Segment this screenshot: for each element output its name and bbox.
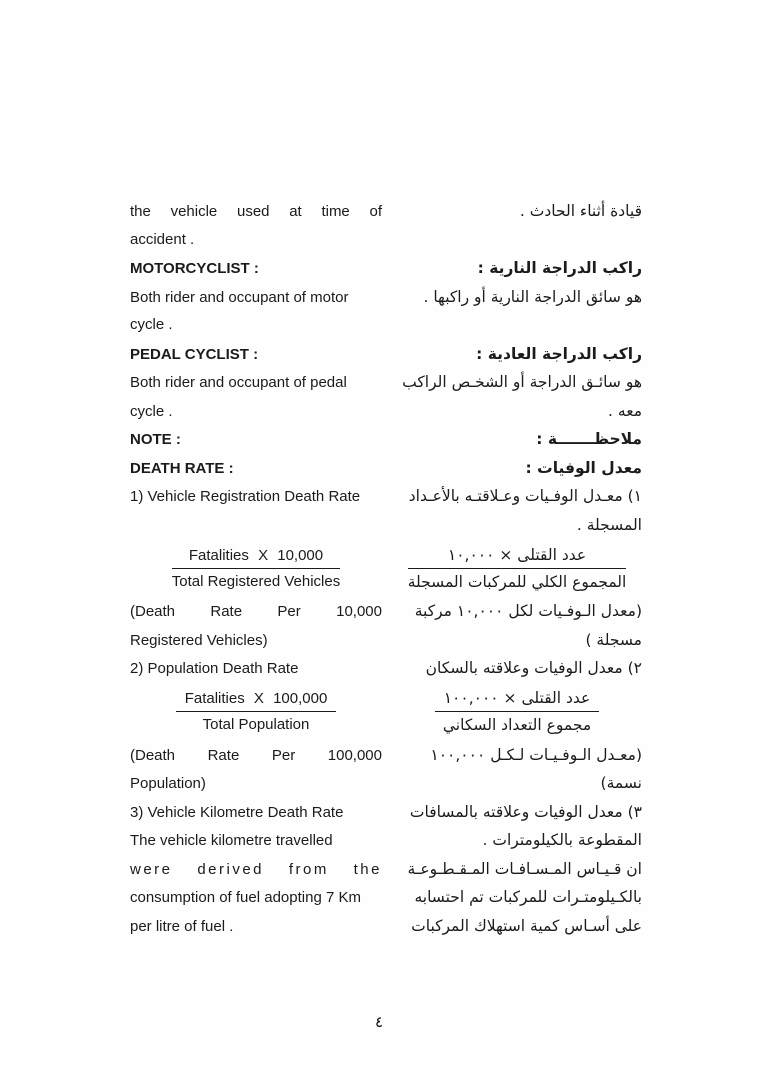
term-heading-row — [130, 340, 642, 369]
fraction-denominator: Total Registered Vehicles — [171, 572, 341, 590]
numbered-item-row — [130, 654, 642, 683]
numbered-item-row — [130, 482, 642, 511]
arabic-line: (معدل الـوفـيات لكل ١٠,٠٠٠ مركبة — [414, 602, 642, 620]
arabic-line: هو سائـق الدراجة أو الشخـص الراكب — [402, 373, 642, 391]
english-line: the vehicle used at time of — [130, 203, 382, 220]
page-number: ٤ — [374, 1013, 384, 1031]
arabic-term-heading: ملاحظـــــــة : — [536, 430, 642, 448]
text-row — [130, 368, 642, 397]
text-row — [130, 311, 642, 340]
fraction-numerator: عدد القتلى × ١٠,٠٠٠ — [408, 546, 627, 569]
fraction — [172, 547, 340, 590]
arabic-line: ١) معـدل الوفـيات وعـلاقتـه بالأعـداد — [408, 487, 642, 505]
english-line: The vehicle kilometre travelled — [130, 832, 333, 849]
fraction-denominator: Total Population — [202, 716, 310, 733]
fraction-denominator: مجموع التعداد السكاني — [442, 716, 592, 734]
arabic-line: معه . — [608, 401, 642, 420]
arabic-line: نسمة) — [600, 774, 642, 792]
arabic-line: هو سائق الدراجة النارية أو راكبها . — [423, 287, 642, 306]
text-row — [130, 883, 642, 912]
english-term-heading: NOTE : — [130, 431, 181, 448]
term-heading-row — [130, 254, 642, 283]
text-row — [130, 397, 642, 426]
text-row — [130, 912, 642, 941]
english-line: 2) Population Death Rate — [130, 660, 299, 677]
arabic-line: (معـدل الـوفـيـات لـكـل ١٠٠,٠٠٠ — [430, 745, 642, 764]
numbered-item-row — [130, 798, 642, 827]
english-term-heading: DEATH RATE : — [130, 459, 234, 477]
arabic-term-heading: راكب الدراجة النارية : — [477, 259, 642, 277]
english-line: accident . — [130, 230, 195, 248]
arabic-term-heading: معدل الوفيات : — [525, 458, 642, 477]
fraction — [408, 546, 627, 591]
english-line: Registered Vehicles) — [130, 631, 268, 649]
english-term-heading: PEDAL CYCLIST : — [130, 345, 259, 363]
english-line: Both rider and occupant of pedal — [130, 374, 347, 391]
english-line: were derived from the — [130, 860, 382, 878]
formula-row — [130, 683, 642, 741]
english-line: (Death Rate Per 100,000 — [130, 746, 382, 764]
arabic-line: ٢) معدل الوفيات وعلاقته بالسكان — [425, 659, 642, 677]
arabic-formula — [392, 683, 642, 741]
english-line: cycle . — [130, 402, 173, 420]
text-row — [130, 769, 642, 798]
fraction-numerator: عدد القتلى × ١٠٠,٠٠٠ — [435, 689, 600, 712]
fraction-numerator: Fatalities X 10,000 — [172, 547, 340, 569]
english-line: per litre of fuel . — [130, 917, 234, 935]
text-row — [130, 855, 642, 884]
arabic-line: ان قـيـاس المـسـافـات المـقـطـوعـة — [407, 859, 642, 878]
term-heading-row — [130, 454, 642, 483]
fraction-numerator: Fatalities X 100,000 — [176, 690, 337, 712]
term-heading-row — [130, 425, 642, 454]
fraction — [435, 689, 600, 734]
english-line: 1) Vehicle Registration Death Rate — [130, 488, 361, 505]
english-line: Population) — [130, 775, 206, 792]
text-row — [130, 597, 642, 626]
english-line: cycle . — [130, 316, 173, 333]
text-row — [130, 197, 642, 226]
text-row — [130, 626, 642, 655]
fraction-denominator: المجموع الكلي للمركبات المسجلة — [407, 572, 627, 591]
arabic-line: على أسـاس كمية استهلاك المركبات — [411, 916, 642, 935]
arabic-term-heading: راكب الدراجة العادية : — [476, 344, 642, 363]
arabic-formula — [392, 539, 642, 597]
document-body — [130, 197, 642, 940]
text-row — [130, 283, 642, 312]
english-line: consumption of fuel adopting 7 Km — [130, 889, 361, 906]
arabic-line: المسجلة . — [576, 515, 642, 534]
formula-row — [130, 539, 642, 597]
text-row — [130, 826, 642, 855]
arabic-line: بالكـيلومتـرات للمركبات تم احتسابه — [414, 888, 642, 906]
english-line: 3) Vehicle Kilometre Death Rate — [130, 803, 344, 821]
fraction — [176, 690, 337, 733]
english-term-heading: MOTORCYCLIST : — [130, 260, 259, 277]
arabic-line: قيادة أثناء الحادث . — [519, 202, 642, 220]
english-line: (Death Rate Per 10,000 — [130, 603, 382, 620]
text-row — [130, 741, 642, 770]
arabic-line: المقطوعة بالكيلومترات . — [482, 831, 642, 849]
english-line: Both rider and occupant of motor — [130, 288, 349, 306]
text-row — [130, 226, 642, 255]
english-formula — [130, 683, 382, 741]
arabic-line: ٣) معدل الوفيات وعلاقته بالمسافات — [409, 802, 642, 821]
arabic-line: مسجلة ) — [585, 630, 642, 649]
english-formula — [130, 539, 382, 597]
text-row — [130, 511, 642, 540]
